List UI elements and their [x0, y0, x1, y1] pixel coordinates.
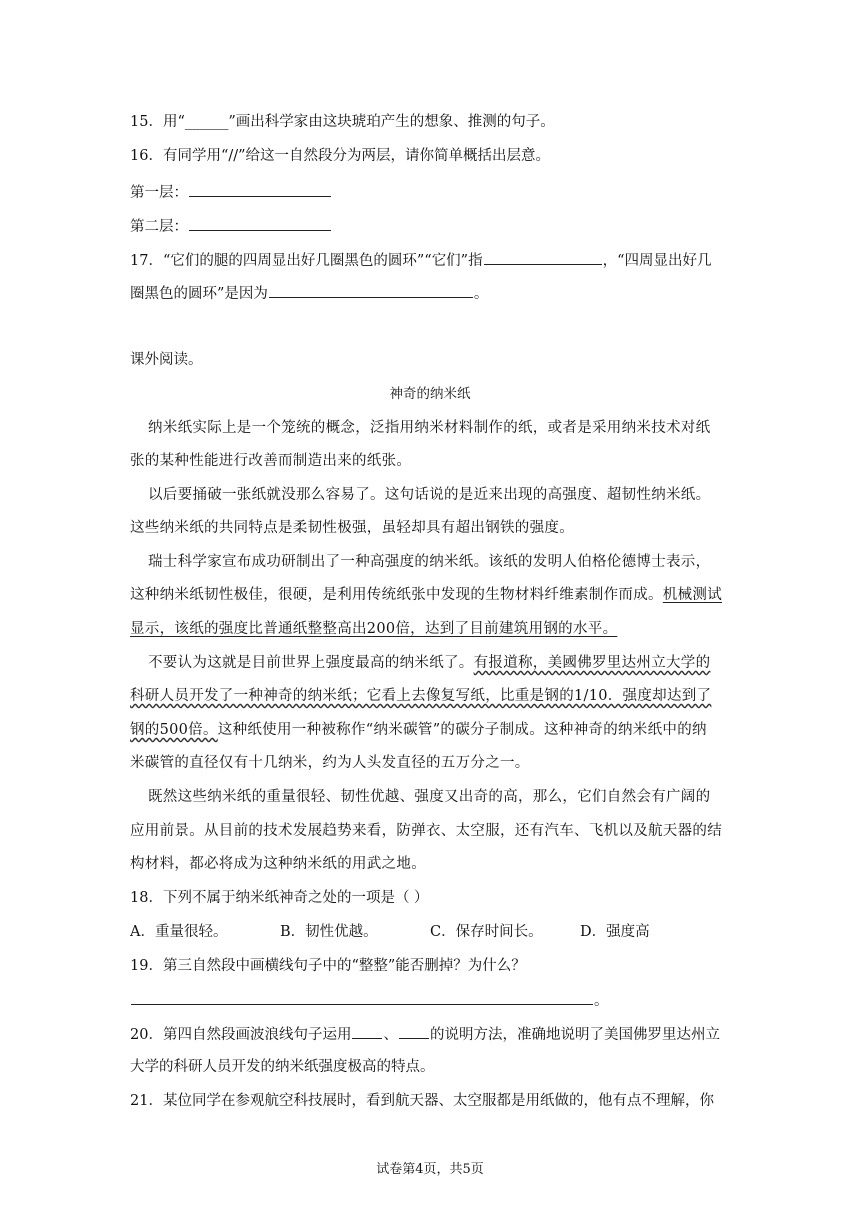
question-16: 16．有同学用“//”给这一自然段分为两层，请你简单概括出层意。: [130, 148, 551, 164]
question-20-line-2: 大学的科研人员开发的纳米纸强度极高的特点。: [130, 1059, 435, 1075]
question-21: 21．某位同学在参观航空科技展时，看到航天器、太空服都是用纸做的，他有点不理解，你: [130, 1093, 714, 1109]
p3-line-1: 瑞士科学家宣布成功研制出了一种高强度的纳米纸。该纸的发明人伯格伦德博士表示，: [148, 554, 711, 570]
p2-line-2: 这些纳米纸的共同特点是柔韧性极强，虽轻却具有超出钢铁的强度。: [130, 520, 574, 536]
question-18-options: [130, 922, 680, 942]
p2-line-1: 以后要捅破一张纸就没那么容易了。这句话说的是近来出现的高强度、超韧性纳米纸。: [148, 487, 711, 503]
question-20-blank-2[interactable]: [399, 1024, 429, 1039]
layer-2-row: [130, 216, 332, 237]
option-b[interactable]: B．韧性优越。: [280, 924, 378, 940]
question-20-text-a: 20．第四自然段画波浪线句子运用: [130, 1027, 352, 1043]
p4-line-3-text: 这种纸使用一种被称作“纳米碳管”的碳分子制成。这种神奇的纳米纸中的纳: [217, 722, 707, 738]
p4-line-3: [130, 720, 707, 740]
question-17-line-1: [130, 250, 712, 271]
question-19-blank[interactable]: [131, 990, 593, 1005]
option-d[interactable]: D．强度高: [580, 924, 650, 940]
wavy-sentence-start: 有报道称，美國佛罗里达州立大学的: [473, 655, 711, 671]
p5-line-3: 构材料，都必将成为这种纳米纸的用武之地。: [130, 856, 426, 872]
question-20-line-1: [130, 1024, 720, 1045]
layer-2-label: 第二层：: [130, 219, 188, 235]
p4-line-4: 米碳管的直径仅有十几纳米，约为人头发直径的五万分之一。: [130, 755, 530, 771]
article-title: 神奇的纳米纸: [389, 386, 471, 402]
p3-line-2-text: 这种纳米纸韧性极佳，很硬，是利用传统纸张中发现的生物材料纤维素制作而成。: [130, 587, 663, 603]
section-title: 课外阅读。: [130, 352, 203, 368]
question-19: 19．第三自然段中画横线句子中的“整整”能否删掉？为什么？: [130, 958, 526, 974]
question-17-text-b: ，“四周显出好几: [602, 253, 712, 269]
layer-1-row: [130, 182, 332, 203]
question-17-blank-2[interactable]: [269, 283, 473, 298]
p1-line-1: 纳米纸实际上是一个笼统的概念，泛指用纳米材料制作的纸，或者是采用纳米技术对纸: [148, 420, 711, 436]
question-17-line-2: [130, 283, 488, 304]
p5-line-2: 应用前景。从目前的技术发展趋势来看，防弹衣、太空服，还有汽车、飞机以及航天器的结: [130, 823, 722, 839]
wavy-sentence-end: 钢的500倍。: [130, 722, 218, 738]
underlined-sentence-start: 机械测试: [662, 587, 722, 603]
question-19-end: 。: [594, 993, 609, 1009]
question-18: 18．下列不属于纳米纸神奇之处的一项是（ ）: [130, 890, 429, 906]
layer-2-blank[interactable]: [189, 216, 331, 231]
option-c[interactable]: C．保存时间长。: [430, 924, 543, 940]
question-17-end: 。: [473, 286, 489, 302]
layer-1-blank[interactable]: [189, 182, 331, 197]
question-20-blank-1[interactable]: [352, 1024, 382, 1039]
question-15: 15．用“______”画出科学家由这块琥珀产生的想象、推测的句子。: [130, 114, 555, 130]
wavy-sentence-middle: 科研人员开发了一种神奇的纳米纸；它看上去像复写纸，比重是钢的1/10．强度却达到了: [130, 688, 712, 704]
p3-line-2: [130, 585, 722, 605]
question-20-sep: 、: [383, 1027, 398, 1043]
question-17-text-a: 17．“它们的腿的四周显出好几圈黑色的圆环”“它们”指: [130, 253, 483, 269]
question-17-blank-1[interactable]: [484, 250, 602, 265]
p4-line-1-text: 不要认为这就是目前世界上强度最高的纳米纸了。: [148, 655, 474, 671]
p1-line-2: 张的某种性能进行改善而制造出来的纸张。: [130, 453, 412, 469]
question-19-answer-row: [130, 990, 609, 1011]
p5-line-1: 既然这些纳米纸的重量很轻、韧性优越、强度又出奇的高，那么，它们自然会有广阔的: [148, 789, 711, 805]
question-17-text-c: 圈黑色的圆环”是因为: [130, 286, 268, 302]
page-footer: 试卷第4页，共5页: [376, 1162, 484, 1177]
p4-line-1: [148, 653, 710, 673]
option-a[interactable]: A．重量很轻。: [130, 924, 228, 940]
layer-1-label: 第一层：: [130, 185, 188, 201]
p4-line-2: [130, 686, 711, 706]
p3-line-3: [130, 619, 617, 639]
underlined-sentence-end: 显示，该纸的强度比普通纸整整高出200倍，达到了目前建筑用钢的水平。: [130, 621, 618, 637]
question-20-text-b: 的说明方法，准确地说明了美国佛罗里达州立: [429, 1027, 720, 1043]
